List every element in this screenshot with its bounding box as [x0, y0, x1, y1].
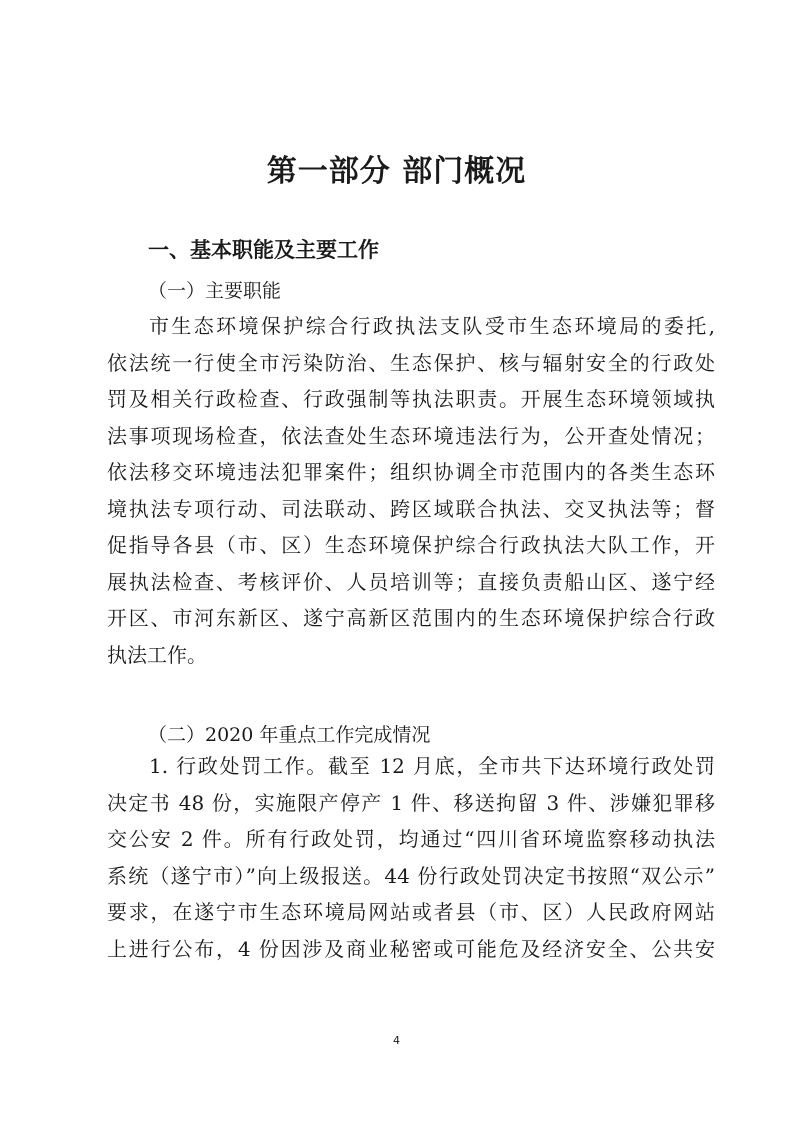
text-line: 展执法检查、考核评价、人员培训等；直接负责船山区、遂宁经: [107, 569, 715, 594]
text-line: 交公安 2 件。所有行政处罚，均通过“四川省环境监察移动执法: [107, 827, 715, 851]
text-line: 上进行公布，4 份因涉及商业秘密或可能危及经济安全、公共安: [107, 936, 715, 961]
text-line: 执法工作。: [107, 642, 207, 667]
subsection-heading-2020-work: （二）2020 年重点工作完成情况: [148, 724, 431, 746]
subsection-heading-main-functions: （一）主要职能: [148, 280, 282, 302]
text-line: 依法统一行使全市污染防治、生态保护、核与辐射安全的行政处: [107, 350, 715, 375]
text-line: 法事项现场检查，依法查处生态环境违法行为，公开查处情况；: [107, 423, 715, 448]
section-heading-basic-functions: 一、基本职能及主要工作: [148, 238, 379, 262]
text-line: 市生态环境保护综合行政执法支队受市生态环境局的委托,: [149, 314, 715, 338]
page-title: 第一部分 部门概况: [266, 154, 527, 189]
text-line: 系统（遂宁市）”向上级报送。44 份行政处罚决定书按照“双公示”: [107, 863, 715, 888]
text-line: 罚及相关行政检查、行政强制等执法职责。开展生态环境领域执: [107, 387, 715, 411]
paragraph-main-functions: [107, 308, 715, 673]
text-line: 开区、市河东新区、遂宁高新区范围内的生态环境保护综合行政: [107, 606, 715, 630]
paragraph-administrative-penalty: [107, 748, 715, 967]
text-line: 1. 行政处罚工作。截至 12 月底，全市共下达环境行政处罚: [149, 754, 715, 778]
text-line: 促指导各县（市、区）生态环境保护综合行政执法大队工作，开: [107, 533, 715, 557]
page-number: 4: [393, 1034, 400, 1047]
text-line: 境执法专项行动、司法联动、跨区域联合执法、交叉执法等；督: [107, 496, 715, 521]
text-line: 依法移交环境违法犯罪案件；组织协调全市范围内的各类生态环: [107, 460, 715, 484]
text-line: 决定书 48 份，实施限产停产 1 件、移送拘留 3 件、涉嫌犯罪移: [107, 790, 715, 815]
text-line: 要求，在遂宁市生态环境局网站或者县（市、区）人民政府网站: [107, 900, 715, 924]
